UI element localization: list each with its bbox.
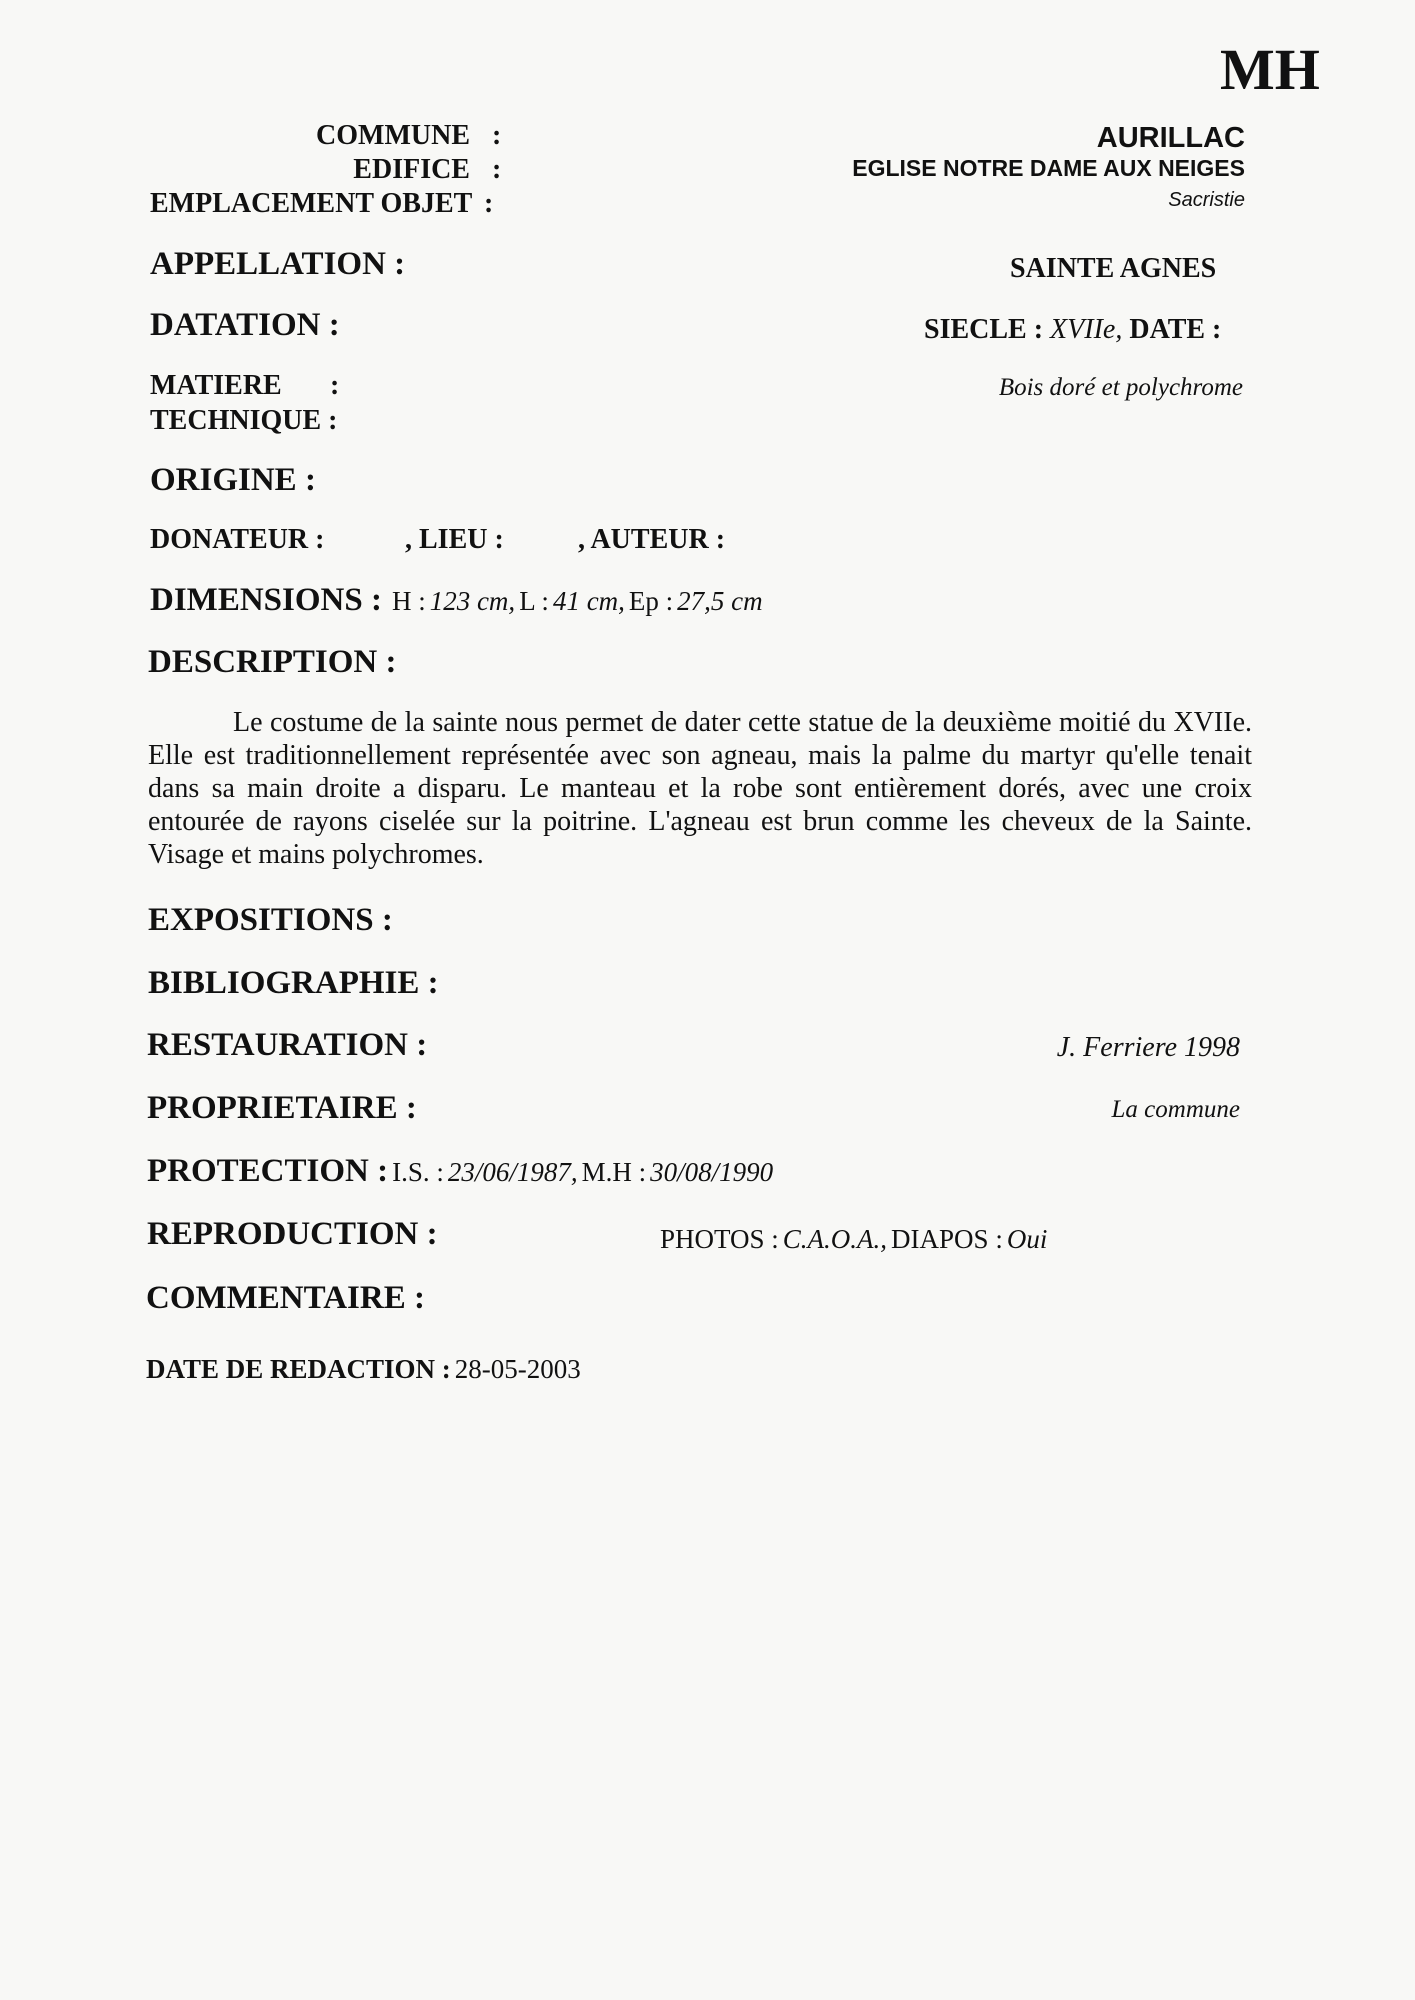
reproduction-label: REPRODUCTION : [147,1216,438,1252]
proprietaire-label: PROPRIETAIRE : [147,1090,417,1126]
datation-label: DATATION : [150,307,340,343]
is-label: I.S. : [392,1157,444,1187]
h-label: H : [391,586,426,616]
matiere-colon: : [330,370,340,401]
restauration-value: J. Ferriere 1998 [1056,1032,1240,1063]
mh-value: 30/08/1990 [650,1157,774,1187]
matiere-label: MATIERE [150,370,282,401]
siecle-label: SIECLE : [924,314,1044,345]
commentaire-label: COMMENTAIRE : [146,1280,425,1316]
reproduction-values [660,1224,1047,1255]
technique-label: TECHNIQUE : [150,405,338,436]
redaction-label: DATE DE REDACTION : [146,1354,451,1384]
protection-line [147,1153,773,1190]
matiere-value: Bois doré et polychrome [998,374,1243,401]
mh-label: M.H : [581,1157,647,1187]
donateur-label: DONATEUR : [150,524,325,555]
edifice-value: EGLISE NOTRE DAME AUX NEIGES [852,155,1245,181]
auteur-label: , AUTEUR : [578,524,726,555]
redaction-line [146,1354,581,1385]
mh-badge: MH [1220,37,1320,102]
bibliographie-label: BIBLIOGRAPHIE : [148,965,439,1001]
commune-colon: : [492,120,502,151]
protection-label: PROTECTION : [147,1153,389,1189]
appellation-value: SAINTE AGNES [1010,253,1217,284]
siecle-line [924,314,1221,346]
date-label: DATE : [1129,314,1222,345]
appellation-label: APPELLATION : [150,246,406,282]
siecle-value: XVIIe, [1050,314,1123,345]
is-value: 23/06/1987, [447,1157,578,1187]
expositions-label: EXPOSITIONS : [148,902,393,938]
redaction-value: 28-05-2003 [454,1354,581,1384]
h-value: 123 cm, [429,586,516,616]
ep-label: Ep : [628,586,674,616]
diapos-value: Oui [1006,1224,1048,1254]
l-label: L : [519,586,549,616]
lieu-label: , LIEU : [405,524,504,555]
edifice-label: EDIFICE [353,154,470,185]
photos-value: C.A.O.A., [782,1224,888,1254]
ep-value: 27,5 cm [677,586,763,616]
proprietaire-value: La commune [1111,1096,1240,1123]
edifice-colon: : [492,154,502,185]
dimensions-line [150,582,763,619]
emplacement-value: Sacristie [1168,189,1245,211]
diapos-label: DIAPOS : [891,1224,1003,1254]
description-text: Le costume de la sainte nous permet de dater cette statue de la deuxième moitié du XVIIe. Elle est traditionnellement représentée avec son agneau, mais la palme du martyr qu'elle tenait dans sa main droite a disparu. Le manteau et la robe sont entièrement dorés, avec une croix entourée de rayons ciselée sur la poitrine. L'agneau est brun comme les cheveux de la Sainte. Visage et mains polychromes. [148,707,1252,870]
emplacement-colon: : [484,188,494,219]
emplacement-label: EMPLACEMENT OBJET [150,188,473,219]
origine-label: ORIGINE : [150,462,316,498]
l-value: 41 cm, [552,586,625,616]
commune-value: AURILLAC [1096,122,1245,154]
dimensions-label: DIMENSIONS : [150,582,382,618]
commune-label: COMMUNE [316,120,470,151]
restauration-label: RESTAURATION : [147,1027,428,1063]
photos-label: PHOTOS : [660,1224,779,1254]
description-label: DESCRIPTION : [148,644,397,680]
